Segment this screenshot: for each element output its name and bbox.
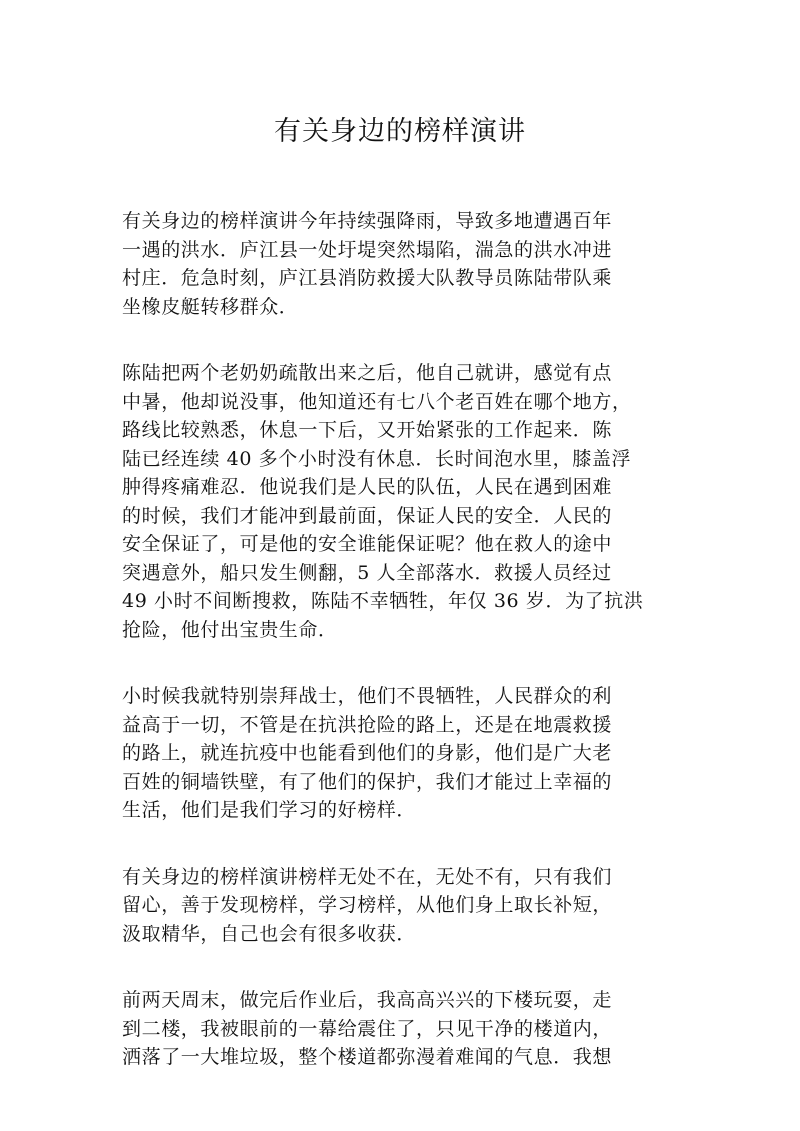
paragraph-2: 陈陆把两个老奶奶疏散出来之后，他自己就讲，感觉有点 中暑，他却说没事，他知道还有七八个老百姓在哪个地方， 路线比较熟悉，休息一下后，又开始紧张的工作起来．陈 陆已经连续 40 多个小时没有休息．长时间泡水里，膝盖浮 肿得疼痛难忍．他说我们是人民的队伍，人民在遇到困难 的时候，我们才能冲到最前面，保证人民的安全．人民的 安全保证了，可是他的安全谁能保证呢？他在救人的途中 突遇意外，船只发生侧翻，5 人全部落水．救援人员经过 49 小时不间断搜救，陈陆不幸牺牲，年仅 36 岁．为了抗洪 抢险，他付出宝贵生命． xyxy=(122,362,644,641)
paragraph-4: 有关身边的榜样演讲榜样无处不在，无处不有，只有我们 留心，善于发现榜样，学习榜样，从他们身上取长补短， 汲取精华，自己也会有很多收获． xyxy=(122,865,613,945)
document-title: 有关身边的榜样演讲 xyxy=(274,116,526,147)
paragraph-3: 小时候我就特别崇拜战士，他们不畏牺牲，人民群众的利 益高于一切，不管是在抗洪抢险的路上，还是在地震救援 的路上，就连抗疫中也能看到他们的身影，他们是广大老 百姓的铜墙铁壁，有了他们的保护，我们才能过上幸福的 生活，他们是我们学习的好榜样． xyxy=(122,685,613,821)
paragraph-5: 前两天周末，做完后作业后，我高高兴兴的下楼玩耍，走 到二楼，我被眼前的一幕给震住了，只见干净的楼道内， 洒落了一大堆垃圾，整个楼道都弥漫着难闻的气息．我想 xyxy=(122,989,613,1068)
paragraph-1: 有关身边的榜样演讲今年持续强降雨，导致多地遭遇百年 一遇的洪水．庐江县一处圩堤突然塌陷，湍急的洪水冲进 村庄．危急时刻，庐江县消防救援大队教导员陈陆带队乘 坐橡皮艇转移群众． xyxy=(122,210,613,318)
document-body xyxy=(122,207,682,1110)
